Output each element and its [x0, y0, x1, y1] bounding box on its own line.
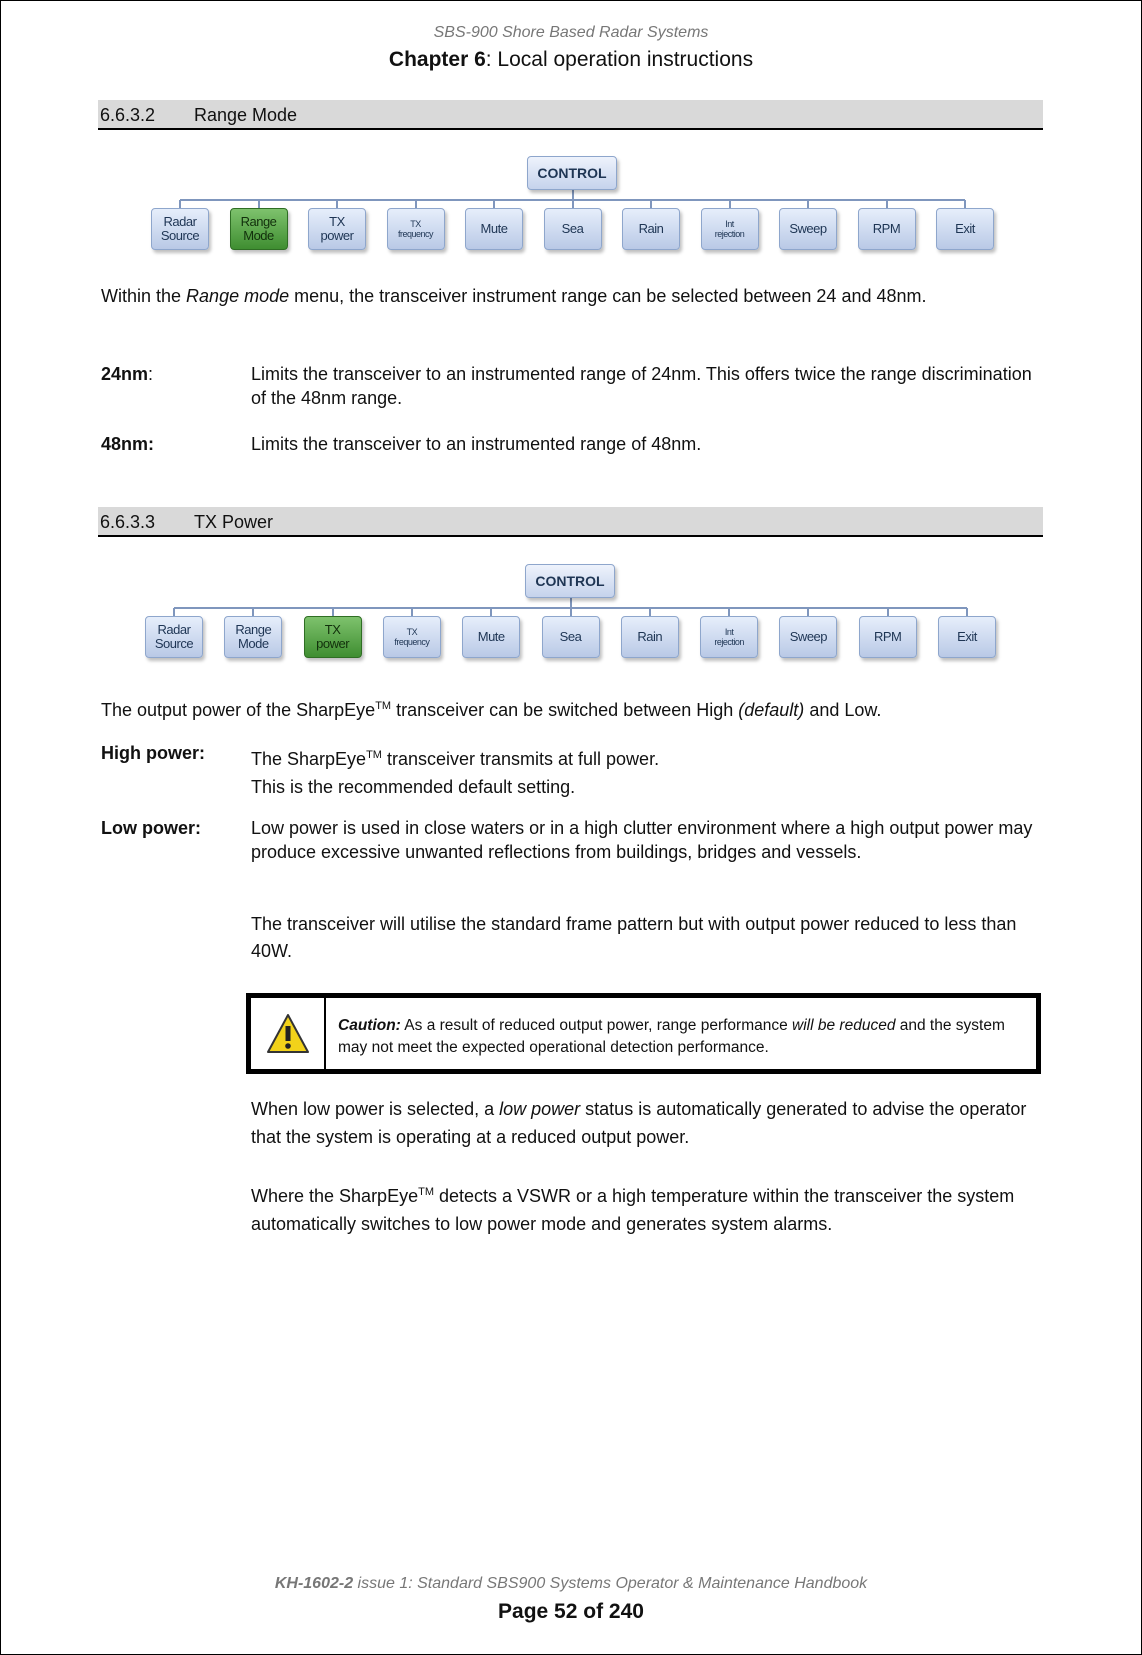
menu-button-int-rejection: Int rejection: [700, 616, 758, 658]
menu-button-rpm: RPM: [858, 208, 916, 250]
caution-text: Caution: As a result of reduced output power, range performance will be reduced and the system may not meet the expected operational detection performance.: [338, 1017, 1005, 1056]
control-root-button: CONTROL: [525, 564, 615, 598]
footer-document-reference: KH-1602-2 issue 1: Standard SBS900 Systems Operator & Maintenance Handbook: [274, 1575, 868, 1592]
default-emphasis: (default): [738, 700, 805, 720]
warning-icon: [251, 998, 324, 1069]
caution-box: [246, 993, 1041, 1074]
definition-24nm: Limits the transceiver to an instrumented range of 24nm. This offers twice the range discrimination of the 48nm range.: [251, 364, 1032, 408]
menu-button-radar-source: Radar Source: [145, 616, 203, 658]
term-high-power: High power:: [101, 743, 205, 763]
section-heading-range-mode: [98, 100, 1043, 130]
page-number: Page 52 of 240: [498, 1600, 644, 1623]
menu-button-rain: Rain: [622, 208, 680, 250]
control-menu-diagram-range-mode: [0, 156, 1142, 256]
vswr-paragraph: Where the SharpEye™ detects a VSWR or a high temperature within the transceiver the system automatically switches to low power mode and generates system alarms.: [251, 1186, 1015, 1234]
menu-button-sweep: Sweep: [779, 616, 837, 658]
range-mode-emphasis: Range mode: [186, 286, 290, 306]
section-title: TX Power: [194, 512, 274, 532]
menu-button-rain: Rain: [621, 616, 679, 658]
menu-button-radar-source: Radar Source: [151, 208, 209, 250]
chapter-label: Chapter 6: [388, 48, 486, 71]
term-low-power: Low power:: [101, 818, 201, 838]
term-48nm: 48nm:: [101, 434, 155, 454]
definition-low-power: Low power is used in close waters or in a high clutter environment where a high output power may produce excessive unwanted reflections from buildings, bridges and vessels.: [251, 818, 1033, 862]
menu-button-mute: Mute: [465, 208, 523, 250]
definition-48nm: Limits the transceiver to an instrumented range of 48nm.: [251, 434, 702, 454]
section-title: Range Mode: [194, 105, 298, 125]
tx-power-intro: The output power of the SharpEye™ transceiver can be switched between High (default) and Low.: [101, 700, 882, 720]
menu-button-sweep: Sweep: [779, 208, 837, 250]
document-id: KH-1602-2: [274, 1575, 354, 1592]
trademark: TM: [375, 700, 392, 712]
menu-button-tx-power: TX power: [308, 208, 366, 250]
menu-button-exit: Exit: [936, 208, 994, 250]
menu-button-tx-frequency: TX frequency: [387, 208, 445, 250]
section-heading-tx-power: [98, 507, 1043, 537]
chapter-title: : Local operation instructions: [485, 48, 754, 71]
low-power-frame-pattern: The transceiver will utilise the standard frame pattern but with output power reduced to less than 40W.: [251, 914, 1017, 961]
definition-high-power: The SharpEye™ transceiver transmits at full power. This is the recommended default setting.: [251, 749, 660, 797]
section-number: 6.6.3.2: [100, 105, 156, 125]
section-number: 6.6.3.3: [100, 512, 156, 532]
menu-button-exit: Exit: [938, 616, 996, 658]
menu-button-mute: Mute: [462, 616, 520, 658]
range-mode-intro: Within the Range mode menu, the transceiver instrument range can be selected between 24 and 48nm.: [101, 286, 927, 306]
menu-button-rpm: RPM: [859, 616, 917, 658]
control-root-button: CONTROL: [527, 156, 617, 190]
menu-button-tx-frequency: TX frequency: [383, 616, 441, 658]
menu-button-int-rejection: Int rejection: [701, 208, 759, 250]
document-subtitle: SBS-900 Shore Based Radar Systems: [433, 24, 709, 41]
control-menu-diagram-tx-power: [0, 564, 1142, 664]
low-power-status-paragraph: When low power is selected, a low power status is automatically generated to advise the operator that the system is operating at a reduced output power.: [251, 1099, 1027, 1147]
menu-button-tx-power: TX power: [304, 616, 362, 658]
term-24nm: 24nm:: [101, 364, 154, 384]
chapter-heading: [0, 48, 1142, 72]
low-power-emphasis: low power: [499, 1099, 581, 1119]
menu-button-sea: Sea: [544, 208, 602, 250]
menu-button-range-mode: Range Mode: [224, 616, 282, 658]
menu-button-sea: Sea: [542, 616, 600, 658]
menu-button-range-mode: Range Mode: [230, 208, 288, 250]
caution-icon-cell: [251, 998, 326, 1069]
